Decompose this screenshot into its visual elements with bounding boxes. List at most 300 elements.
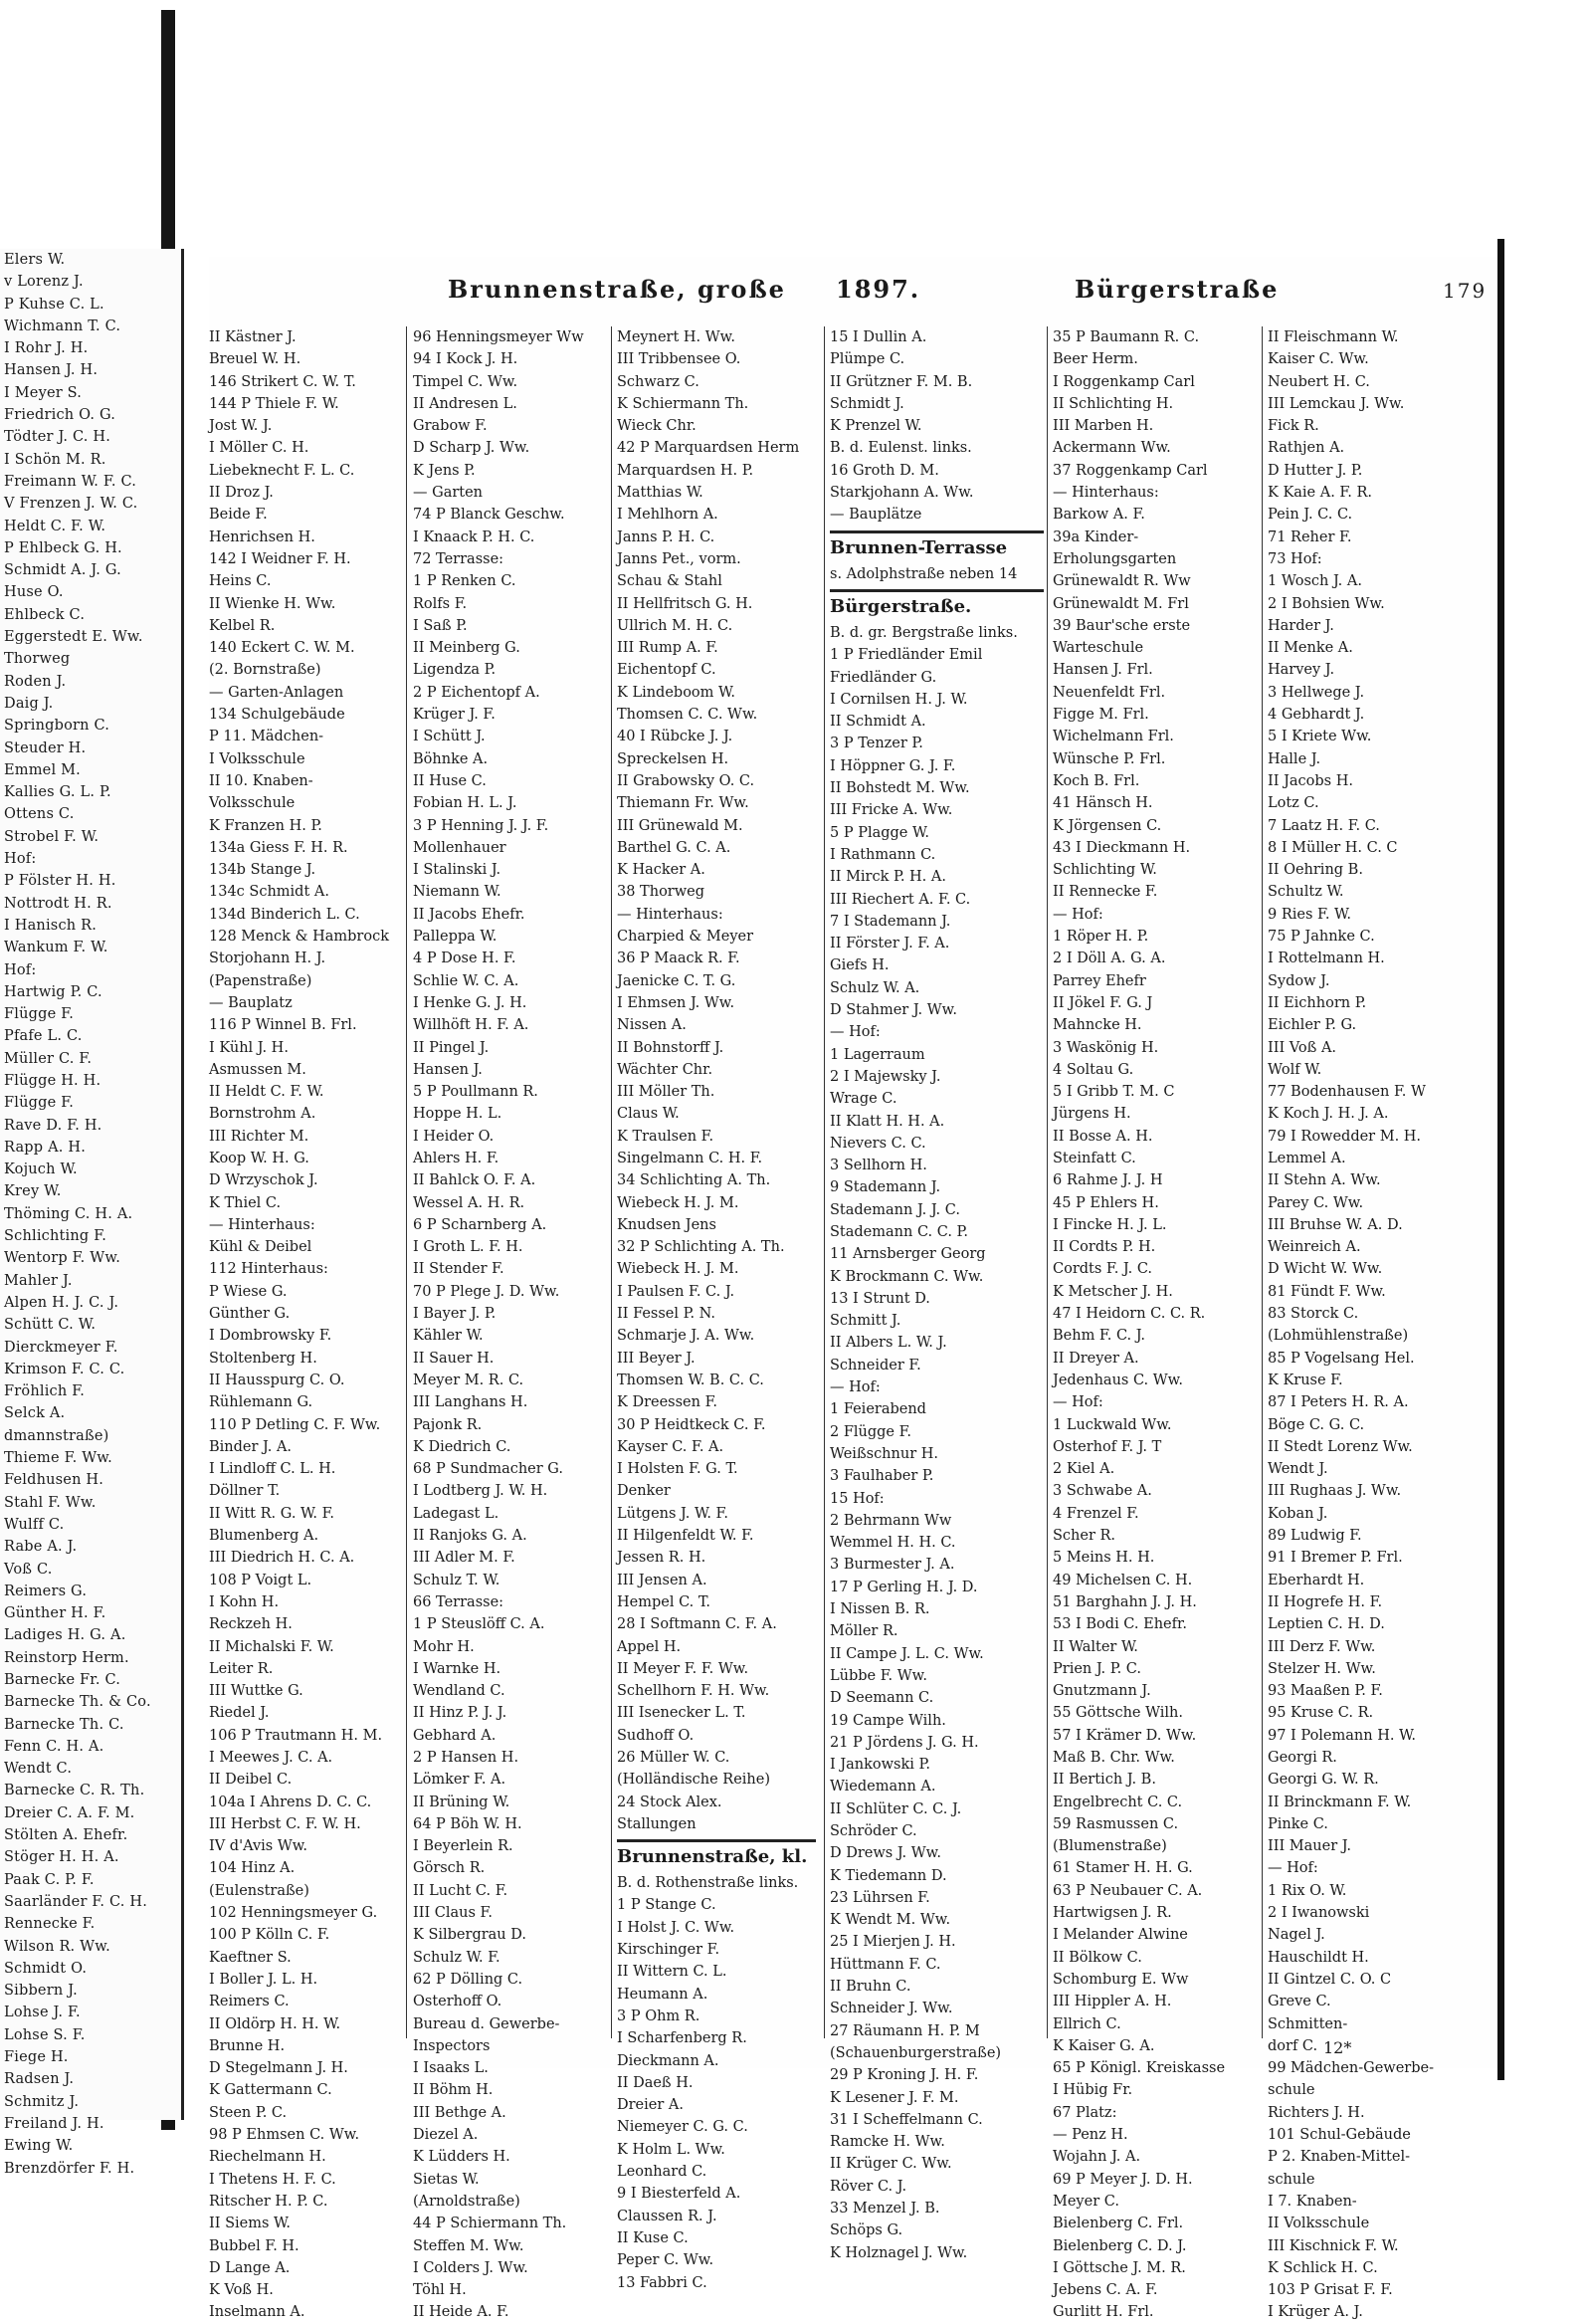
directory-entry: Inselmann A. <box>209 2304 305 2321</box>
directory-entry: K Holznagel J. Ww. <box>830 2244 968 2261</box>
directory-entry: Wemmel H. H. C. <box>830 1535 956 1552</box>
directory-entry: Hüttmann F. C. <box>830 1956 941 1973</box>
directory-entry: Wächter Chr. <box>617 1061 713 1078</box>
directory-entry: K Hacker A. <box>617 862 705 879</box>
directory-entry: II Bertich J. B. <box>1053 1772 1156 1789</box>
directory-entry: II Eichhorn P. <box>1268 994 1367 1011</box>
directory-entry: Harvey J. <box>1268 662 1335 679</box>
directory-entry: III Claus F. <box>413 1905 493 1922</box>
street-heading-note: s. Adolphstraße neben 14 <box>830 565 1018 582</box>
directory-entry: P 11. Mädchen- <box>209 729 324 745</box>
directory-entry: 5 I Gribb T. M. C <box>1053 1084 1175 1101</box>
directory-entry: 116 P Winnel B. Frl. <box>209 1017 357 1034</box>
directory-entry: K Schiermann Th. <box>617 395 749 412</box>
directory-entry: Stahl F. Ww. <box>4 1494 97 1511</box>
directory-entry: Meyer M. R. C. <box>413 1372 524 1388</box>
directory-entry: II Oehring B. <box>1268 862 1363 879</box>
directory-entry: 73 Hof: <box>1268 550 1322 567</box>
directory-entry: 29 P Kroning J. H. F. <box>830 2067 979 2084</box>
directory-entry: Mollenhauer <box>413 839 506 856</box>
directory-entry: K Kaie A. F. R. <box>1268 485 1372 502</box>
directory-entry: Dreier C. A. F. M. <box>4 1804 135 1821</box>
directory-column-5 <box>1053 326 1252 2324</box>
directory-entry: K Kruse F. <box>1268 1372 1343 1388</box>
directory-entry: (Blumenstraße) <box>1053 1838 1167 1855</box>
directory-entry: 57 I Krämer D. Ww. <box>1053 1727 1197 1744</box>
directory-entry: Neuenfeldt Frl. <box>1053 684 1166 701</box>
directory-entry: II Oldörp H. H. W. <box>209 2015 341 2032</box>
directory-entry: Wiedemann A. <box>830 1779 936 1796</box>
directory-entry: 3 P Henning J. J. F. <box>413 817 549 834</box>
directory-entry: 6 Rahme J. J. H <box>1053 1172 1163 1189</box>
directory-entry: K Tiedemann D. <box>830 1867 947 1884</box>
directory-entry: 91 I Bremer P. Frl. <box>1268 1550 1403 1567</box>
directory-entry: Wankum F. W. <box>4 940 108 956</box>
directory-entry: Rennecke F. <box>4 1916 96 1933</box>
directory-entry: Jost W. J. <box>209 418 273 435</box>
directory-entry: Saarländer F. C. H. <box>4 1893 148 1910</box>
directory-entry: D Wrzyschok J. <box>209 1172 318 1189</box>
directory-entry: 2 I Bohsien Ww. <box>1268 595 1385 612</box>
directory-entry: 2 Flügge F. <box>830 1423 912 1440</box>
directory-entry: 1 Rix O. W. <box>1268 1882 1347 1899</box>
directory-entry: Gebhard A. <box>413 1727 497 1744</box>
directory-entry: 1 Luckwald Ww. <box>1053 1416 1172 1433</box>
directory-entry: Barthel G. C. A. <box>617 839 731 856</box>
directory-entry: I Jankowski P. <box>830 1757 930 1774</box>
directory-entry: III Grünewald M. <box>617 817 743 834</box>
directory-entry: Fröhlich F. <box>4 1383 86 1400</box>
directory-entry: Feldhusen H. <box>4 1472 104 1489</box>
directory-entry: II Jacobs Ehefr. <box>413 906 525 923</box>
directory-entry: Meyer C. <box>1053 2193 1119 2210</box>
directory-entry: K Franzen H. P. <box>209 817 322 834</box>
directory-entry: 51 Barghahn J. J. H. <box>1053 1593 1197 1610</box>
directory-entry: 67 Platz: <box>1053 2104 1117 2121</box>
directory-entry: Döllner T. <box>209 1483 281 1500</box>
directory-entry: Leptien C. H. D. <box>1268 1616 1385 1633</box>
directory-entry: Lotz C. <box>1268 795 1319 812</box>
directory-entry: Schmidt A. J. G. <box>4 562 121 579</box>
directory-entry: Scher R. <box>1053 1528 1116 1545</box>
directory-entry: II Droz J. <box>209 485 274 502</box>
directory-entry: I Fincke H. J. L. <box>1053 1216 1167 1233</box>
directory-entry: 42 P Marquardsen Herm <box>617 440 800 457</box>
directory-entry: Heldt C. F. W. <box>4 518 106 534</box>
directory-entry: 17 P Gerling H. J. D. <box>830 1579 978 1595</box>
directory-entry: (Holländische Reihe) <box>617 1772 771 1789</box>
directory-entry: I Lindloff C. L. H. <box>209 1461 336 1478</box>
directory-entry: 15 I Dullin A. <box>830 329 927 345</box>
directory-entry: 110 P Detling C. F. Ww. <box>209 1416 381 1433</box>
directory-entry: Dreier A. <box>617 2097 684 2114</box>
directory-entry: Matthias W. <box>617 485 703 502</box>
directory-entry: 108 P Voigt L. <box>209 1572 312 1588</box>
directory-entry: Neubert H. C. <box>1268 373 1370 390</box>
directory-entry: Peper C. Ww. <box>617 2252 714 2269</box>
directory-entry: 1 Wosch J. A. <box>1268 573 1362 590</box>
directory-entry: Behm F. C. J. <box>1053 1328 1146 1345</box>
directory-entry: II Ranjoks G. A. <box>413 1528 527 1545</box>
directory-entry: Pfafe L. C. <box>4 1028 83 1045</box>
directory-entry: Thomsen W. B. C. C. <box>617 1372 764 1388</box>
directory-entry: Stademann J. J. C. <box>830 1201 960 1218</box>
directory-entry: Schomburg E. Ww <box>1053 1971 1189 1988</box>
directory-entry: Rapp A. H. <box>4 1139 87 1156</box>
directory-column-3 <box>617 326 816 2294</box>
directory-entry: 140 Eckert C. W. M. <box>209 640 355 657</box>
directory-entry: Maß B. Chr. Ww. <box>1053 1750 1175 1766</box>
directory-column-1 <box>209 326 408 2324</box>
directory-entry: Brenzdörfer F. H. <box>4 2160 135 2177</box>
directory-entry: 39 Baur'sche erste <box>1053 617 1191 634</box>
directory-entry: II Schlichting H. <box>1053 395 1174 412</box>
directory-entry: I Kohn H. <box>209 1593 280 1610</box>
directory-entry: II Heide A. F. <box>413 2304 509 2321</box>
directory-entry: 2 Behrmann Ww <box>830 1512 952 1529</box>
directory-entry: IV d'Avis Ww. <box>209 1838 308 1855</box>
directory-entry: Storjohann H. J. <box>209 951 326 967</box>
directory-entry: K Dreessen F. <box>617 1394 717 1411</box>
directory-entry: Schmitten- <box>1268 2015 1348 2032</box>
directory-entry: B. d. gr. Bergstraße links. <box>830 624 1018 641</box>
directory-entry: 89 Ludwig F. <box>1268 1528 1362 1545</box>
directory-entry: 3 P Ohm R. <box>617 2007 700 2024</box>
directory-entry: Jürgens H. <box>1053 1106 1131 1123</box>
street-title-right: Bürgerstraße <box>1075 275 1280 304</box>
directory-entry: 40 I Rübcke J. J. <box>617 729 733 745</box>
directory-entry: 97 I Polemann H. W. <box>1268 1727 1417 1744</box>
directory-entry: dorf C. <box>1268 2037 1318 2054</box>
directory-entry: III Mauer J. <box>1268 1838 1352 1855</box>
directory-entry: Ullrich M. H. C. <box>617 617 733 634</box>
directory-entry: Wichmann T. C. <box>4 317 121 334</box>
directory-entry: Lömker F. A. <box>413 1772 506 1789</box>
directory-entry: Ottens C. <box>4 806 75 823</box>
directory-entry: II Witt R. G. W. F. <box>209 1505 335 1522</box>
directory-entry: I Meewes J. C. A. <box>209 1750 333 1766</box>
directory-entry: Selck A. <box>4 1405 66 1422</box>
directory-entry: — Hof: <box>830 1024 881 1041</box>
directory-entry: Diezel A. <box>413 2127 479 2144</box>
street-heading: Brunnenstraße, kl. <box>617 1839 816 1872</box>
directory-entry: Ewing W. <box>4 2138 74 2155</box>
directory-entry: II Förster J. F. A. <box>830 936 950 952</box>
directory-entry: Hof: <box>4 851 37 868</box>
directory-entry: 59 Rasmussen C. <box>1053 1815 1179 1832</box>
directory-entry: Ramcke H. Ww. <box>830 2134 945 2151</box>
directory-entry: K Holm L. Ww. <box>617 2141 725 2158</box>
column-divider <box>611 326 612 2038</box>
directory-entry: Kühl & Deibel <box>209 1239 312 1256</box>
directory-entry: 62 P Dölling C. <box>413 1971 523 1988</box>
directory-entry: Alpen H. J. C. J. <box>4 1294 119 1311</box>
directory-entry: I Nissen B. R. <box>830 1601 930 1618</box>
directory-entry: 33 Menzel J. B. <box>830 2201 940 2218</box>
directory-entry: Harder J. <box>1268 617 1334 634</box>
directory-entry: Claus W. <box>617 1106 680 1123</box>
directory-entry: 64 P Böh W. H. <box>413 1815 522 1832</box>
directory-entry: (Lohmühlenstraße) <box>1268 1328 1409 1345</box>
directory-entry: Grünewaldt R. Ww <box>1053 573 1191 590</box>
directory-entry: Reimers C. <box>209 1994 290 2010</box>
page-header <box>209 271 1492 315</box>
directory-entry: — Hof: <box>830 1379 881 1396</box>
directory-entry: — Bauplätze <box>830 507 922 524</box>
directory-entry: Barnecke C. R. Th. <box>4 1783 145 1799</box>
directory-entry: Günther H. F. <box>4 1605 106 1622</box>
directory-entry: Eggerstedt E. Ww. <box>4 629 143 646</box>
directory-entry: I Bayer J. P. <box>413 1306 497 1323</box>
directory-entry: 55 Göttsche Wilh. <box>1053 1705 1183 1722</box>
directory-entry: Kaiser C. Ww. <box>1268 351 1369 368</box>
directory-entry: II Hausspurg C. O. <box>209 1372 345 1388</box>
directory-entry: II Bohnstorff J. <box>617 1039 724 1056</box>
directory-entry: Ahlers H. F. <box>413 1150 499 1166</box>
directory-entry: D Scharp J. Ww. <box>413 440 530 457</box>
directory-entry: Daig J. <box>4 695 54 712</box>
directory-entry: II Pingel J. <box>413 1039 490 1056</box>
directory-entry: 3 Burmester J. A. <box>830 1557 955 1574</box>
directory-entry: Volksschule <box>209 795 296 812</box>
directory-entry: II Schlüter C. C. J. <box>830 1800 962 1817</box>
directory-entry: II Rennecke F. <box>1053 884 1158 901</box>
directory-entry: III Isenecker L. T. <box>617 1705 746 1722</box>
directory-entry: 66 Terrasse: <box>413 1593 504 1610</box>
directory-entry: Röver C. J. <box>830 2178 907 2195</box>
directory-entry: K Koch J. H. J. A. <box>1268 1106 1389 1123</box>
directory-entry: Thöming C. H. A. <box>4 1205 133 1222</box>
directory-entry: Rühlemann G. <box>209 1394 313 1411</box>
directory-entry: Denker <box>617 1483 671 1500</box>
directory-entry: Steinfatt C. <box>1053 1150 1136 1166</box>
directory-entry: Mahncke H. <box>1053 1017 1142 1034</box>
directory-entry: 2 I Iwanowski <box>1268 1905 1370 1922</box>
directory-entry: I Roggenkamp Carl <box>1053 373 1195 390</box>
directory-entry: 49 Michelsen C. H. <box>1053 1572 1193 1588</box>
directory-entry: Wieck Chr. <box>617 418 696 435</box>
directory-entry: Nissen A. <box>617 1017 687 1034</box>
directory-entry: II Lucht C. F. <box>413 1882 508 1899</box>
directory-entry: II Hinz P. J. J. <box>413 1705 507 1722</box>
directory-entry: III Fricke A. Ww. <box>830 802 953 819</box>
directory-entry: 87 I Peters H. R. A. <box>1268 1394 1409 1411</box>
directory-entry: P 2. Knaben-Mittel- <box>1268 2149 1410 2166</box>
directory-entry: 134d Binderich L. C. <box>209 906 360 923</box>
directory-entry: Kallies G. L. P. <box>4 784 111 801</box>
directory-entry: Schultz W. <box>1268 884 1344 901</box>
directory-entry: Elers W. <box>4 252 66 268</box>
signature-mark: 12* <box>1323 2038 1352 2057</box>
directory-entry: II Walter W. <box>1053 1638 1138 1655</box>
directory-entry: I Rohr J. H. <box>4 340 89 357</box>
directory-entry: Friedländer G. <box>830 669 937 686</box>
directory-entry: I Henke G. J. H. <box>413 994 527 1011</box>
directory-entry: 30 P Heidtkeck C. F. <box>617 1416 766 1433</box>
directory-entry: K Voß H. <box>209 2282 274 2299</box>
directory-entry: K Schlick H. C. <box>1268 2259 1378 2276</box>
directory-entry: 35 P Baumann R. C. <box>1053 329 1200 345</box>
directory-entry: Greve C. <box>1268 1994 1331 2010</box>
directory-entry: II Stender F. <box>413 1261 504 1278</box>
directory-entry: I Holsten F. G. T. <box>617 1461 738 1478</box>
directory-entry: Ellrich C. <box>1053 2015 1121 2032</box>
directory-entry: Lohse S. F. <box>4 2026 86 2043</box>
directory-entry: I Mehlhorn A. <box>617 507 718 524</box>
directory-entry: Schau & Stahl <box>617 573 722 590</box>
directory-entry: (Arnoldstraße) <box>413 2193 520 2210</box>
directory-entry: Hansen J. H. <box>4 362 99 379</box>
directory-entry: Charpied & Meyer <box>617 929 754 946</box>
directory-entry: III Bethge A. <box>413 2104 506 2121</box>
directory-entry: 93 Maaßen P. F. <box>1268 1683 1383 1700</box>
directory-entry: Kojuch W. <box>4 1162 78 1178</box>
directory-entry: II Gintzel C. O. C <box>1268 1971 1392 1988</box>
directory-entry: Voß C. <box>4 1561 53 1578</box>
directory-entry: 37 Roggenkamp Carl <box>1053 462 1208 479</box>
directory-entry: Jedenhaus C. Ww. <box>1053 1372 1183 1388</box>
directory-entry: 9 Stademann J. <box>830 1179 941 1196</box>
directory-entry: 4 P Dose H. F. <box>413 951 516 967</box>
directory-entry: Hauschildt H. <box>1268 1949 1369 1966</box>
directory-entry: 102 Henningsmeyer G. <box>209 1905 378 1922</box>
directory-entry: 16 Groth D. M. <box>830 462 939 479</box>
directory-entry: 101 Schul-Gebäude <box>1268 2127 1411 2144</box>
directory-entry: Sibbern J. <box>4 1983 78 2000</box>
directory-entry: 44 P Schiermann Th. <box>413 2216 567 2232</box>
directory-entry: Stölten A. Ehefr. <box>4 1827 128 1844</box>
directory-entry: Schmidt J. <box>830 395 904 412</box>
year-label: 1897. <box>836 275 921 304</box>
directory-entry: I Isaaks L. <box>413 2060 489 2077</box>
directory-entry: 3 P Tenzer P. <box>830 736 923 752</box>
directory-entry: Appel H. <box>617 1638 682 1655</box>
directory-entry: Kelbel R. <box>209 617 276 634</box>
directory-entry: Schmitt J. <box>830 1313 901 1330</box>
directory-entry: — Hinterhaus: <box>1053 485 1159 502</box>
directory-entry: Bureau d. Gewerbe- <box>413 2015 560 2032</box>
directory-entry: Erholungsgarten <box>1053 550 1177 567</box>
directory-entry: 1 Feierabend <box>830 1401 926 1418</box>
directory-entry: Wulff C. <box>4 1516 65 1533</box>
directory-entry: Schlichting F. <box>4 1228 107 1245</box>
directory-entry: II Stedt Lorenz Ww. <box>1268 1438 1413 1455</box>
directory-entry: Strobel F. W. <box>4 828 100 845</box>
directory-entry: 13 I Strunt D. <box>830 1290 930 1307</box>
directory-entry: K Brockmann C. Ww. <box>830 1268 984 1285</box>
directory-entry: 85 P Vogelsang Hel. <box>1268 1350 1415 1367</box>
directory-entry: 146 Strikert C. W. T. <box>209 373 356 390</box>
directory-entry: 39a Kinder- <box>1053 528 1139 545</box>
directory-entry: II Mirck P. H. A. <box>830 869 946 886</box>
directory-entry: II Kästner J. <box>209 329 297 345</box>
directory-entry: K Jens P. <box>413 462 476 479</box>
directory-entry: II Grabowsky O. C. <box>617 772 755 789</box>
directory-entry: Schmarje J. A. Ww. <box>617 1328 755 1345</box>
directory-entry: 53 I Bodi C. Ehefr. <box>1053 1616 1187 1633</box>
directory-entry: Wessel A. H. R. <box>413 1194 525 1211</box>
directory-entry: Böhnke A. <box>413 750 489 767</box>
directory-entry: Ritscher H. P. C. <box>209 2193 328 2210</box>
directory-entry: Sudhoff O. <box>617 1727 695 1744</box>
directory-entry: 95 Kruse C. R. <box>1268 1705 1374 1722</box>
directory-entry: Rathjen A. <box>1268 440 1345 457</box>
directory-entry: III Riechert A. F. C. <box>830 891 971 908</box>
directory-entry: II Dreyer A. <box>1053 1350 1139 1367</box>
directory-entry: I Höppner G. J. F. <box>830 757 956 774</box>
directory-entry: 128 Menck & Hambrock <box>209 929 389 946</box>
directory-entry: K Lindeboom W. <box>617 684 735 701</box>
directory-entry: Wojahn J. A. <box>1053 2149 1141 2166</box>
directory-entry: Flügge F. <box>4 1006 75 1023</box>
directory-entry: Barkow A. F. <box>1053 507 1145 524</box>
directory-entry: Meynert H. Ww. <box>617 329 735 345</box>
directory-entry: Schellhorn F. H. Ww. <box>617 1683 770 1700</box>
street-heading: Bürgerstraße. <box>830 589 1044 622</box>
directory-entry: III Rump A. F. <box>617 640 718 657</box>
directory-entry: Eichler P. G. <box>1268 1017 1357 1034</box>
directory-entry: III Adler M. F. <box>413 1550 515 1567</box>
directory-entry: 65 P Königl. Kreiskasse <box>1053 2060 1226 2077</box>
directory-entry: Lübbe F. Ww. <box>830 1667 927 1684</box>
directory-entry: III Tribbensee O. <box>617 351 741 368</box>
directory-entry: 7 I Stademann J. <box>830 913 951 930</box>
directory-entry: 74 P Blanck Geschw. <box>413 507 565 524</box>
directory-entry: Fobian H. L. J. <box>413 795 517 812</box>
directory-entry: 3 Waskönig H. <box>1053 1039 1159 1056</box>
directory-entry: — Hof: <box>1053 906 1103 923</box>
directory-entry: 1 P Friedländer Emil <box>830 647 983 664</box>
directory-entry: K Silbergrau D. <box>413 1927 526 1944</box>
directory-entry: Grünewaldt M. Frl <box>1053 595 1189 612</box>
directory-entry: Wendland C. <box>413 1683 505 1700</box>
directory-entry: 112 Hinterhaus: <box>209 1261 328 1278</box>
directory-entry: I Göttsche J. M. R. <box>1053 2259 1186 2276</box>
directory-entry: Liebeknecht F. L. C. <box>209 462 355 479</box>
directory-entry: Spreckelsen H. <box>617 750 729 767</box>
directory-entry: D Lange A. <box>209 2259 291 2276</box>
directory-entry: II Bohstedt M. Ww. <box>830 780 970 797</box>
directory-entry: II Fessel P. N. <box>617 1306 716 1323</box>
directory-entry: Heumann A. <box>617 1986 708 2003</box>
directory-entry: Schulz W. F. <box>413 1949 500 1966</box>
directory-entry: 23 Lührsen F. <box>830 1889 930 1906</box>
directory-entry: Richters J. H. <box>1268 2104 1365 2121</box>
directory-entry: Fick R. <box>1268 418 1319 435</box>
directory-entry: P Fölster H. H. <box>4 873 116 890</box>
directory-entry: Stoltenberg H. <box>209 1350 317 1367</box>
directory-entry: Flügge F. <box>4 1095 75 1112</box>
directory-entry: I Saß P. <box>413 617 468 634</box>
directory-entry: Paak C. P. F. <box>4 1871 95 1888</box>
directory-entry: Dierckmeyer F. <box>4 1339 118 1356</box>
directory-entry: I Colders J. Ww. <box>413 2259 528 2276</box>
directory-entry: I Rottelmann H. <box>1268 951 1385 967</box>
left-page-fragment <box>0 249 184 2177</box>
directory-entry: II Albers L. W. J. <box>830 1335 947 1352</box>
directory-entry: Weinreich A. <box>1268 1239 1361 1256</box>
column-divider <box>406 326 407 2038</box>
directory-entry: (Eulenstraße) <box>209 1882 309 1899</box>
directory-entry: I Holst J. C. Ww. <box>617 1919 735 1936</box>
directory-entry: 6 P Scharnberg A. <box>413 1216 547 1233</box>
column-divider <box>824 326 825 2038</box>
directory-entry: III Voß A. <box>1268 1039 1337 1056</box>
directory-entry: 142 I Weidner F. H. <box>209 550 351 567</box>
street-heading: Brunnen-Terrasse <box>830 530 1044 563</box>
directory-entry: Thieme F. Ww. <box>4 1450 112 1467</box>
directory-column-4 <box>830 326 1044 2264</box>
